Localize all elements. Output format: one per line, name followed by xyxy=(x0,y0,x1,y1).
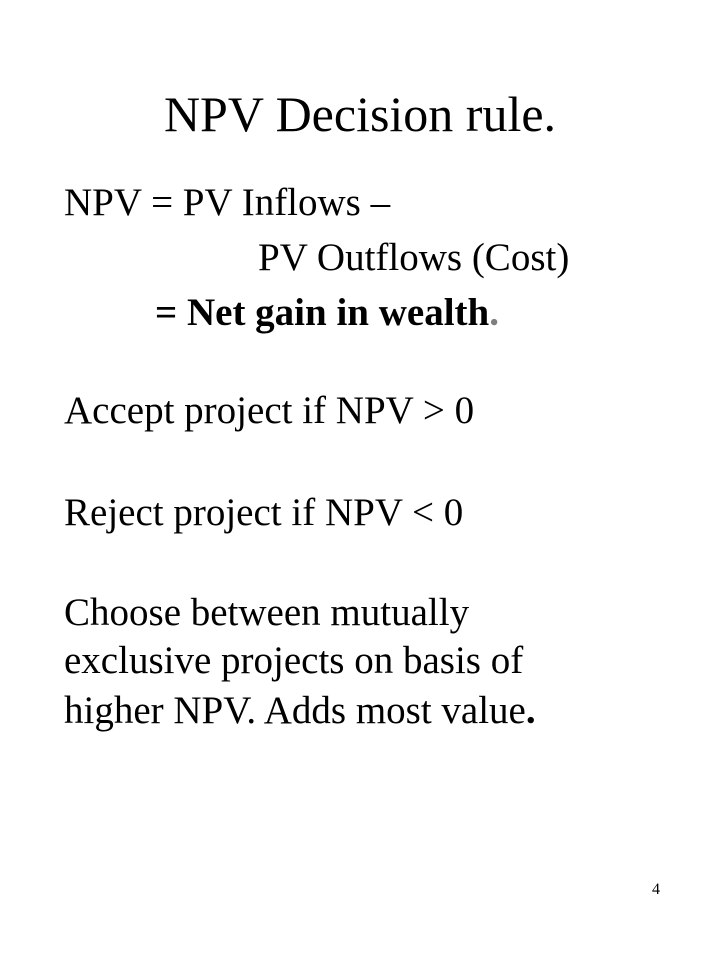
slide-title: NPV Decision rule. xyxy=(163,86,557,142)
npv-definition-line-2: PV Outflows (Cost) xyxy=(258,236,570,279)
accept-rule: Accept project if NPV > 0 xyxy=(64,389,475,432)
choose-rule-line-2: exclusive projects on basis of xyxy=(64,639,524,682)
choose-rule-period: . xyxy=(525,689,536,732)
choose-rule-line-1: Choose between mutually xyxy=(64,591,470,634)
reject-rule: Reject project if NPV < 0 xyxy=(64,491,464,534)
npv-definition-line-3 xyxy=(155,290,499,336)
choose-rule-line-3 xyxy=(64,688,536,734)
net-gain-period: . xyxy=(489,291,499,334)
npv-definition-line-1: NPV = PV Inflows – xyxy=(64,181,391,224)
net-gain-text: = Net gain in wealth xyxy=(155,291,490,334)
page-number: 4 xyxy=(652,881,660,898)
choose-rule-line-3-text: higher NPV. Adds most value xyxy=(64,689,526,732)
